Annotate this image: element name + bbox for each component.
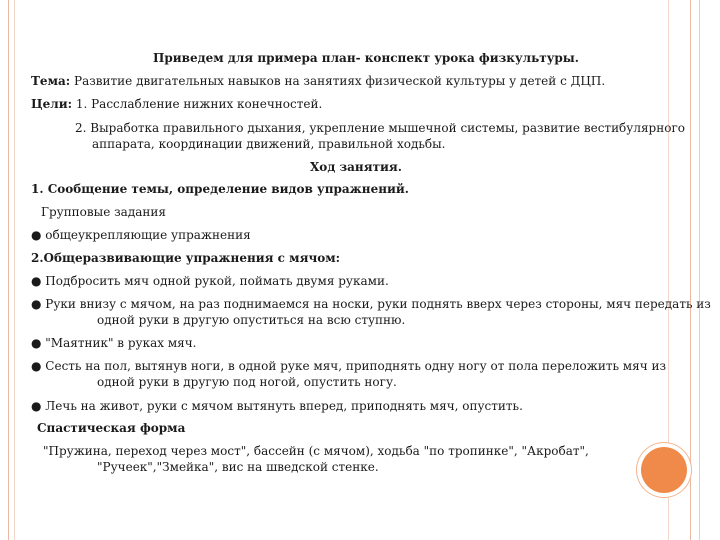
exercise-1: ● Подбросить мяч одной рукой, поймать двумя руками. (31, 274, 389, 288)
exercise-2-line-2: одной руки в другую опуститься на всю ступню. (97, 313, 406, 327)
exercise-5: ● Лечь на живот, руки с мячом вытянуть вперед, приподнять мяч, опустить. (31, 399, 523, 413)
exercise-2-line-1: ● Руки внизу с мячом, на раз поднимаемся на носки, руки поднять вверх через стороны, мяч передать из (31, 297, 711, 311)
exercise-3: ● "Маятник" в руках мяч. (31, 336, 197, 350)
topic-label: Тема: (31, 74, 71, 88)
goals-line (31, 97, 322, 112)
spastic-line-1: "Пружина, переход через мост", бассейн (с мячом), ходьба "по тропинке", "Акробат", (43, 444, 589, 458)
exercise-4-line-2: одной руки в другую под ногой, опустить ногу. (97, 375, 397, 389)
goal-1: 1. Расслабление нижних конечностей. (72, 97, 323, 111)
spastic-heading: Спастическая форма (37, 421, 186, 435)
topic-text: Развитие двигательных навыков на занятиях физической культуры у детей с ДЦП. (70, 74, 606, 88)
document-title: Приведем для примера план- конспект урока физкультуры. (153, 51, 579, 65)
topic-line (31, 74, 605, 89)
exercise-4-line-1: ● Сесть на пол, вытянув ноги, в одной руке мяч, приподнять одну ногу от пола переложить мяч из (31, 359, 666, 373)
slide-edge-line (699, 0, 700, 540)
goals-label: Цели: (31, 97, 73, 111)
list-item-general: ● общеукрепляющие упражнения (31, 228, 251, 242)
spastic-line-2: "Ручеек","Змейка", вис на шведской стенке. (97, 460, 379, 474)
lesson-heading: Ход занятия. (310, 160, 402, 174)
goal-2-line-1: 2. Выработка правильного дыхания, укрепление мышечной системы, развитие вестибулярного (75, 121, 685, 135)
section-2-heading: 2.Общеразвивающие упражнения с мячом: (31, 251, 341, 265)
decorative-circle (641, 447, 687, 493)
section-1-heading: 1. Сообщение темы, определение видов упражнений. (31, 182, 409, 196)
group-tasks-label: Групповые задания (41, 205, 166, 219)
goal-2-line-2: аппарата, координации движений, правильной ходьбы. (92, 137, 446, 151)
